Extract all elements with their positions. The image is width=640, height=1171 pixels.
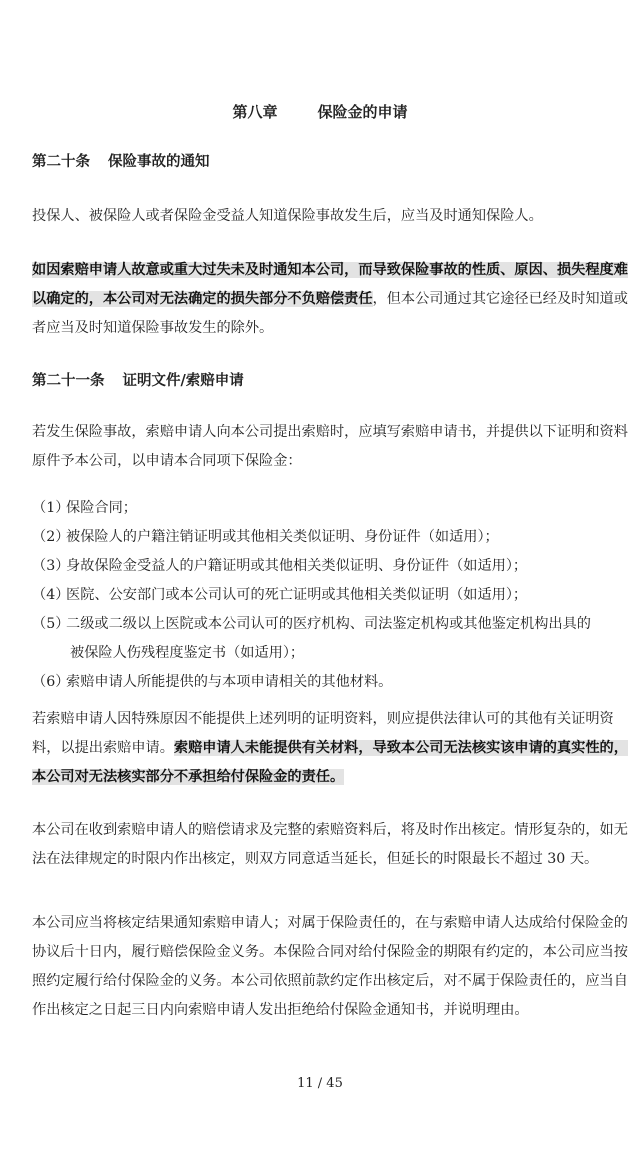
late-notice-highlight: 如因索赔申请人故意或重大过失未及时通知本公司，而导致保险事故的性质、原因、损失程度难以确定的，本公司对无法确定的损失部分不负赔偿责任 bbox=[32, 262, 628, 307]
article-21-heading bbox=[32, 368, 244, 394]
late-notice-rest: ，但本公司通过其它途径已经及时知道或者应当及时知道保险事故发生的除外。 bbox=[32, 291, 628, 336]
late-notice-paragraph bbox=[32, 256, 628, 343]
chapter-number: 第八章 bbox=[232, 103, 278, 121]
special-reason-paragraph bbox=[32, 705, 628, 792]
special-reason-highlight: 索赔申请人未能提供有关材料，导致本公司无法核实该申请的真实性的，本公司对无法核实部分不承担给付保险金的责任。 bbox=[32, 740, 628, 785]
result-notification-paragraph: 本公司应当将核定结果通知索赔申请人；对属于保险责任的，在与索赔申请人达成给付保险金的协议后十日内，履行赔偿保险金义务。本保险合同对给付保险金的期限有约定的，本公司应当按照约定履行给付保险金的义务。本公司依照前款约定作出核定后，对不属于保险责任的，应当自作出核定之日起三日内向索赔申请人发出拒绝给付保险金通知书，并说明理由。 bbox=[32, 915, 628, 1018]
chapter-heading bbox=[0, 98, 640, 126]
page-number: 11 / 45 bbox=[297, 1076, 343, 1091]
list-item: （5）二级或二级以上医院或本公司认可的医疗机构、司法鉴定机构或其他鉴定机构出具的 bbox=[32, 616, 591, 632]
list-item: （6）索赔申请人所能提供的与本项申请相关的其他材料。 bbox=[32, 674, 393, 690]
article-21-number: 第二十一条 bbox=[32, 372, 105, 389]
list-item: （3）身故保险金受益人的户籍证明或其他相关类似证明、身份证件（如适用）； bbox=[32, 558, 528, 574]
article-21-title: 证明文件/索赔申请 bbox=[122, 372, 244, 389]
notification-paragraph: 投保人、被保险人或者保险金受益人知道保险事故发生后，应当及时通知保险人。 bbox=[32, 208, 543, 224]
list-item-continuation: 被保险人伤残程度鉴定书（如适用）； bbox=[70, 645, 305, 661]
list-item: （1）保险合同； bbox=[32, 500, 137, 516]
document-list bbox=[32, 494, 632, 697]
list-item: （2）被保险人的户籍注销证明或其他相关类似证明、身份证件（如适用）； bbox=[32, 529, 499, 545]
article-20-number: 第二十条 bbox=[32, 153, 90, 170]
list-item: （4）医院、公安部门或本公司认可的死亡证明或其他相关类似证明（如适用）； bbox=[32, 587, 528, 603]
claim-intro-paragraph: 若发生保险事故，索赔申请人向本公司提出索赔时，应填写索赔申请书，并提供以下证明和资料原件予本公司，以申请本合同项下保险金： bbox=[32, 424, 628, 469]
article-20-heading bbox=[32, 149, 210, 175]
chapter-title: 保险金的申请 bbox=[317, 103, 408, 121]
special-reason-text: 若索赔申请人因特殊原因不能提供上述列明的证明资料，则应提供法律认可的其他有关证明资料，以提出索赔申请。 bbox=[32, 711, 614, 756]
verification-paragraph: 本公司在收到索赔申请人的赔偿请求及完整的索赔资料后，将及时作出核定。情形复杂的，如无法在法律规定的时限内作出核定，则双方同意适当延长，但延长的时限最长不超过 30 天。 bbox=[32, 822, 628, 867]
article-20-title: 保险事故的通知 bbox=[108, 153, 210, 170]
